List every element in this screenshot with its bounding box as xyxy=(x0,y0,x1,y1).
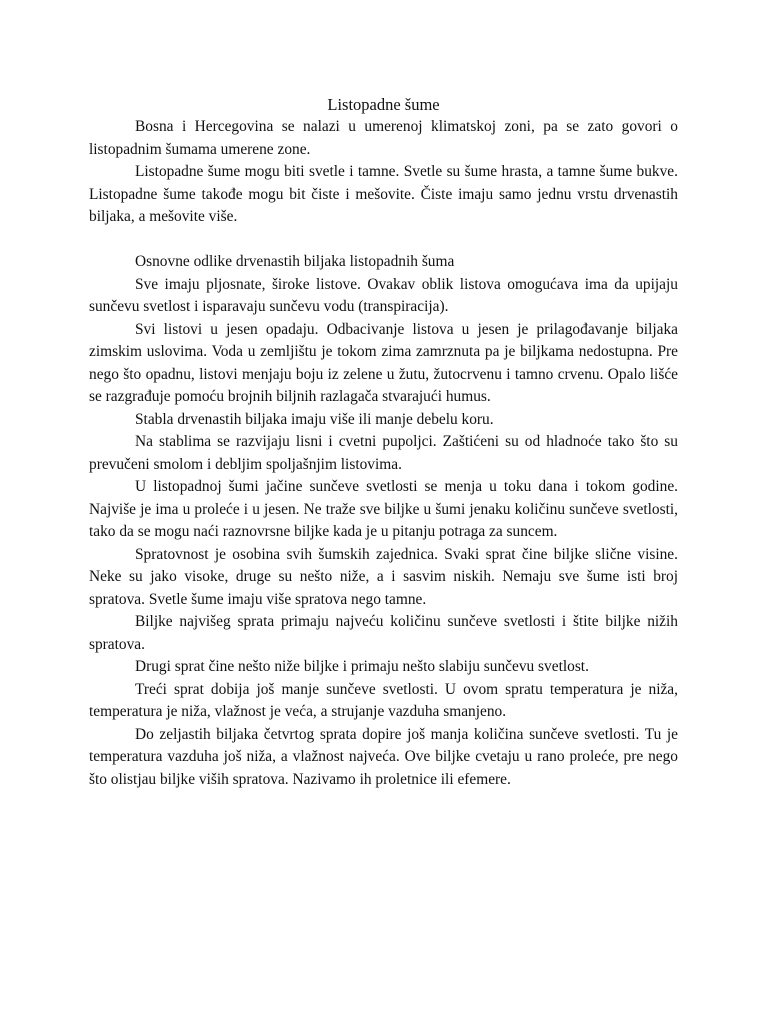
paragraph-intro-2: Listopadne šume mogu biti svetle i tamne. Svetle su šume hrasta, a tamne šume bukve. Listopadne šume takođe mogu bit čiste i mešovite. Čiste imaju samo jednu vrstu drvenastih biljaka, a mešovite više. xyxy=(89,163,678,225)
paragraph-leaves: Sve imaju pljosnate, široke listove. Ovakav oblik listova omogućava ima da upijaju sunčevu svetlost i isparavaju sunčevu vodu (transpiracija). xyxy=(89,275,678,315)
paragraph-second-layer: Drugi sprat čine nešto niže biljke i primaju nešto slabiju sunčevu svetlost. xyxy=(135,658,589,675)
paragraph-autumn: Svi listovi u jesen opadaju. Odbacivanje listova u jesen je prilagođavanje biljaka zimskim uslovima. Voda u zemljištu je tokom zima zamrznuta pa je biljkama nedostupna. Pre nego što opadnu, listovi menjaju boju iz zelene u žutu, žutocrvenu i tamno crvenu. Opalo lišće se razgrađuje pomoću brojnih biljnih razlagača stvarajući humus. xyxy=(89,320,678,405)
paragraph-intro-1: Bosna i Hercegovina se nalazi u umerenoj klimatskoj zoni, pa se zato govori o listopadnim šumama umerene zone. xyxy=(89,118,678,158)
document-title: Listopadne šume xyxy=(327,95,440,114)
paragraph-layering: Spratovnost je osobina svih šumskih zajednica. Svaki sprat čine biljke slične visine. Neke su jako visoke, druge su nešto niže, a i sasvim niskih. Nemaju sve šume isti broj spratova. Svetle šume imaju više spratova nego tamne. xyxy=(89,545,678,608)
paragraph-buds: Na stablima se razvijaju lisni i cvetni pupoljci. Zaštićeni su od hladnoće tako što su prevučeni smolom i debljim spoljašnjim listovima. xyxy=(89,433,678,473)
paragraph-fourth-layer: Do zeljastih biljaka četvrtog sprata dopire još manja količina sunčeve svetlosti. Tu je temperatura vazduha još niža, a vlažnost najveća. Ove biljke cvetaju u rano proleće, pre nego što olistjau biljke viših spratova. Nazivamo ih proletnice ili efemere. xyxy=(89,725,678,788)
blank-line xyxy=(89,229,678,252)
paragraph-third-layer: Treći sprat dobija još manje sunčeve svetlosti. U ovom spratu temperatura je niža, temperatura je niža, vlažnost je veća, a strujanje vazduha smanjeno. xyxy=(89,680,678,720)
paragraph-top-layer: Biljke najvišeg sprata primaju najveću količinu sunčeve svetlosti i štite biljke nižih spratova. xyxy=(89,613,678,653)
section-heading: Osnovne odlike drvenastih biljaka listopadnih šuma xyxy=(135,253,455,270)
document-page xyxy=(89,93,678,791)
paragraph-sunlight: U listopadnoj šumi jačine sunčeve svetlosti se menja u toku dana i tokom godine. Najviše je ima u proleće i u jesen. Ne traže sve biljke u šumi jenaku količinu sunčeve svetlosti, tako da se mogu naći raznovrsne biljke kada je u pitanju potraga za suncem. xyxy=(89,478,678,540)
paragraph-bark: Stabla drvenastih biljaka imaju više ili manje debelu koru. xyxy=(135,410,494,428)
